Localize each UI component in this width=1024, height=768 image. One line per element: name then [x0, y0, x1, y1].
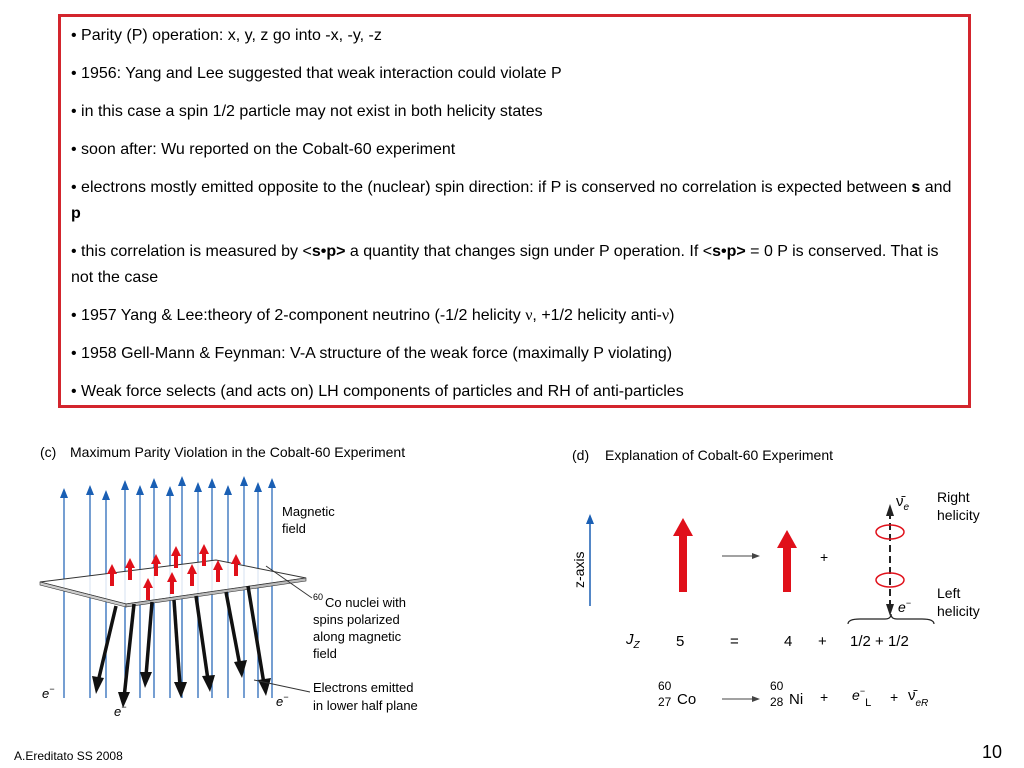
ni-atomic-number: 28 [770, 695, 784, 709]
left-helicity-2: helicity [937, 603, 980, 619]
fig-d-title: Explanation of Cobalt-60 Experiment [605, 447, 834, 463]
footer-credit: A.Ereditato SS 2008 [14, 749, 123, 763]
jz-ni: 4 [784, 633, 793, 650]
bullet-correlation: • this correlation is measured by <s•p> a quantity that changes sign under P operation. If <s•p> = 0 P is conserved. That is not the case [71, 243, 939, 286]
antineutrino-rh: $\nū_{eR}$ [908, 687, 929, 709]
electron-label-bottom: e− [114, 702, 127, 719]
ni-spin-arrow [777, 530, 797, 592]
electron-label-left: e− [42, 684, 55, 701]
bullet-1957: • 1957 Yang & Lee:theory of 2-component neutrino (-1/2 helicity ν, +1/2 helicity anti-ν) [71, 307, 675, 324]
jz-leptons: 1/2 + 1/2 [850, 633, 909, 650]
electrons-label-2: in lower half plane [313, 698, 418, 713]
co-symbol: Co [677, 691, 697, 708]
right-helicity-1: Right [937, 489, 970, 505]
bullet-1958: • 1958 Gell-Mann & Feynman: V-A structure of the weak force (maximally P violating) [71, 345, 673, 362]
right-helicity-2: helicity [937, 507, 980, 523]
bullet-wu: • soon after: Wu reported on the Cobalt-60 experiment [71, 141, 456, 158]
bullet-lh-rh: • Weak force selects (and acts on) LH components of particles and RH of anti-particles [71, 383, 684, 400]
ni-mass-number: 60 [770, 679, 784, 693]
jz-equals: = [730, 633, 739, 650]
z-axis-label: z-axis [571, 551, 587, 588]
figure-cobalt-experiment [30, 436, 490, 726]
antineutrino-label: $\nū_e$ [896, 493, 910, 513]
plus-sign-2: + [820, 689, 829, 705]
nuclei-label-2: spins polarized [313, 612, 400, 627]
nuclei-label-4: field [313, 646, 337, 661]
jz-co: 5 [676, 633, 685, 650]
nuclei-label-1: Co nuclei with [325, 595, 406, 610]
nuclei-label-3: along magnetic [313, 629, 402, 644]
electron-d-label: e− [898, 598, 912, 615]
jz-plus: + [818, 633, 827, 650]
co-mass-number: 60 [658, 679, 672, 693]
co-atomic-number: 27 [658, 695, 672, 709]
fig-d-label: (d) [572, 447, 590, 463]
summary-box [58, 14, 971, 408]
electron-label-right: e− [276, 692, 289, 709]
bullet-1956: • 1956: Yang and Lee suggested that weak interaction could violate P [71, 65, 562, 82]
bullet-parity: • Parity (P) operation: x, y, z go into -x, -y, -z [71, 27, 382, 44]
jz-label: $J_Z$ [626, 631, 640, 651]
magnetic-field-label-2: field [282, 521, 306, 536]
slide-number: 10 [981, 742, 1002, 762]
plus-sign-3: + [890, 689, 899, 705]
bullet-helicity: • in this case a spin 1/2 particle may not exist in both helicity states [71, 103, 543, 120]
co-spin-arrow [673, 518, 693, 592]
ni-symbol: Ni [789, 691, 804, 708]
figure-cobalt-explanation [560, 436, 1000, 726]
electrons-label-1: Electrons emitted [313, 680, 414, 695]
plus-sign-1: + [820, 549, 829, 565]
fig-c-label: (c) [40, 444, 57, 460]
nuclei-mass-number: 60 [313, 592, 324, 602]
magnetic-field-label-1: Magnetic [282, 504, 335, 519]
electron-lh: $e^-_L$ [852, 686, 872, 709]
left-helicity-1: Left [937, 585, 961, 601]
fig-c-title: Maximum Parity Violation in the Cobalt-60 Experiment [70, 444, 406, 460]
bullet-electrons: • electrons mostly emitted opposite to the (nuclear) spin direction: if P is conserved no correlation is expected between s and p [71, 179, 952, 222]
